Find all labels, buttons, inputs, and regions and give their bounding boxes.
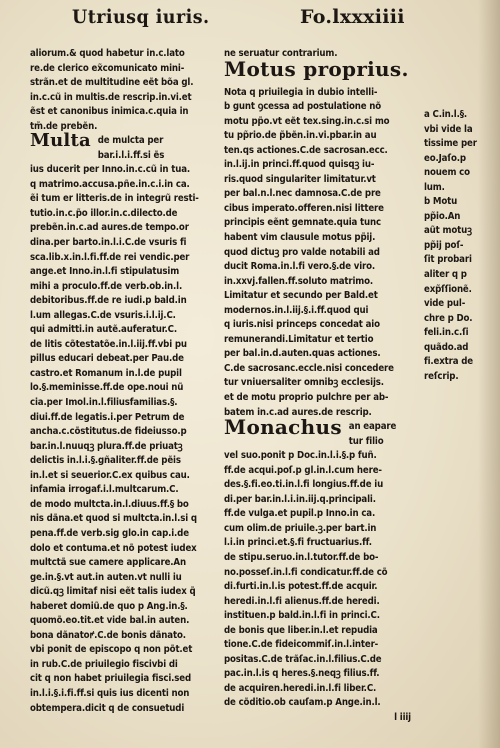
rubric-word: Monachus [224,415,342,440]
text-line: tione.C.de fideicommiſ.in.l.inter- [224,639,379,651]
text-line: ff.de acqui.poſ.p gl.in.l.cum here- [224,464,382,476]
text-line: in.l.i.§.i.fi.ff.si quis ius dicenti non [30,687,190,699]
text-line: pac.in.l.is q heres.§.neqꝫ filius.ff. [224,668,380,680]
text-line: dicũ.qꝫ limitaf nisi eẽt talis iudex q̃ [30,586,196,598]
text-line: de acquiren.heredi.in.l.fi liber.C. [224,682,377,694]
gloss-line: vbi vide la [424,123,473,135]
text-line: remunerandi.Limitatur et tertio [224,333,374,345]
text-line: bar.in.l.nuuqꝫ plura.ff.de priuatꝫ [30,440,183,452]
rubric-trailing-text [98,134,165,163]
text-line: l.um allegas.C.de vsuris.i.l.ij.C. [30,309,176,321]
text-line: nis dãna.et quod si multcta.in.l.si q [30,513,197,525]
gloss-line: quãdo.ad [424,341,469,353]
gloss-line: b Motu [424,196,458,208]
gloss-line: exp̃ſſionẽ. [424,283,472,295]
text-line: castro.et Romanum in.l.de pupil [30,367,182,379]
folio-number: Fo.lxxxiiii [300,6,405,28]
gloss-line: ſit probari [424,254,472,266]
text-line: heredi.in.l.fi alienus.ff.de heredi. [224,595,380,607]
text-line: des.§.fi.eo.ti.in.l.fi longius.ff.de iu [224,479,384,491]
text-line: ff.de vulga.et pupil.p Inno.in ca. [224,508,376,520]
gloss-line: vide pul- [424,298,466,310]
text-line: re.de clerico ex̃comunicato mini- [30,62,185,74]
text-line: ancha.c.cõstitutus.de fideiusso.p [30,426,187,438]
text-line: in rub.C.de priuilegio fiscivbi di [30,658,178,670]
text-line: ẽst et canonibus inimica.c.quia in [30,106,189,118]
text-line: batem in.c.ad aures.de rescrip. [224,406,372,418]
text-line: qui admitti.in autẽ.auferatur.C. [30,324,177,336]
gloss-line: pp̃ij poſ- [424,239,464,251]
gloss-line: aliter q p [424,269,467,281]
text-line: q iuris.nisi princeps concedat aio [224,319,380,331]
text-line: in.xxvj.fallen.ff.soluto matrimo. [224,275,374,287]
gloss-line: feli.in.c.ſi [424,327,469,339]
text-line: tm̃.de prebẽn. [30,120,98,132]
text-line: per bal.n.l.nec damnosa.C.de pre [224,188,381,200]
rubric-word: Motus proprius. [224,56,409,81]
text-line: q matrimo.accusa.pñe.in.c.i.in ca. [30,178,190,190]
margin-gloss-column [424,108,496,384]
text-line: lo.§.meminisse.ff.de ope.noui nũ [30,382,184,394]
text-line: cia.per Imol.in.l.filiusfamilias.§. [30,397,178,409]
rubric-word: Multa [30,130,91,152]
gloss-line: aũt motuꝫ [424,225,472,237]
text-line: delictis in.l.i.§.gñaliter.ff.de pẽis [30,455,181,467]
rubric-trailing-line: de mulcta per [97,135,164,147]
text-line: dina.per barto.in.l.i.C.de vsuris fi [30,237,187,249]
text-line: ducit Roma.in.l.fi vero.§.de viro. [224,261,376,273]
gloss-line: lum. [424,181,445,193]
text-line: positas.C.de trãſac.in.l.filius.C.de [224,653,382,665]
text-line: tu pp̃rio.de p̃bẽn.in.vi.pbar.in au [224,130,377,142]
text-line: cibus imperato.offeren.nisi littere [224,202,384,214]
text-line: de modo multcta.in.l.diuus.ff.§ bo [30,498,189,510]
gloss-line: tissime per [424,138,477,150]
gloss-line: fi.extra de [424,356,474,368]
text-line: de bonis que liber.in.l.et repudia [224,624,378,636]
text-line: de cõditio.ob cauſam.p Ange.in.l. [224,697,381,709]
left-column [30,47,225,716]
text-line: infamia irrogaf.i.l.multcarum.C. [30,484,179,496]
text-line: l.i.in princi.et.§.fi fructuarius.ff. [224,537,372,549]
text-line: di.per bar.in.l.i.in.iij.q.principali. [224,493,376,505]
gloss-line: nouem co [424,167,470,179]
text-line: ge.in.§.vt aut.in auten.vt nulli iu [30,571,182,583]
text-line: cum olim.de priuile.ꝫ.per bart.in [224,522,377,534]
text-line: ne seruatur contrarium. [224,48,338,59]
rubric-trailing-line: bar.i.l.i.ff.si ẽs [97,149,165,161]
gloss-line: eo.Jaſo.p [424,152,466,164]
text-line: dolo et contuma.et nõ potest iudex [30,542,197,554]
text-line: mihi a proculo.ff.de verb.ob.in.l. [30,280,183,292]
gloss-line: chre p Do. [424,312,473,324]
rubric-heading-monachus [224,415,419,449]
text-line: haberet domiũ.de quo p Ang.in.§. [30,600,188,612]
text-line: aliorum.& quod habetur in.c.lato [30,48,185,59]
text-line: in.c.cũ in multis.de rescrip.in.vi.et [30,91,192,103]
text-line: bona dãnatoꝵ.C.de bonis dãnato. [30,629,186,641]
text-line: quod dictuꝫ pro valde notabili ad [224,246,380,258]
text-line: pillus educari debeat.per Pau.de [30,353,184,365]
text-line: Limitatur et secundo per Bald.et [224,290,378,302]
rubric-heading-motus [224,56,419,86]
text-line: debitoribus.ff.de re iudi.p bald.in [30,295,187,307]
text-line: b gunt ꝯcessa ad postulatione nõ [224,101,382,113]
text-line: ẽi tum er litteris.de in integrũ resti- [30,193,199,205]
signature-mark: l iiij [394,711,411,723]
text-line: principis eẽnt gemnate.quia tunc [224,217,381,229]
text-line: in.l.et si seuerior.C.ex quibus cau. [30,469,190,481]
text-line: habent vim clausule motus pp̃ij. [224,232,376,244]
text-line: de litis cõtestatõe.in.l.iij.ff.vbi pu [30,338,187,350]
text-line: Nota q priuilegia in dubio intelli- [224,86,378,98]
text-line: diui.ff.de legatis.i.per Petrum de [30,411,185,423]
text-line: pena.ff.de verb.sig glo.in cap.i.de [30,527,189,539]
text-line: tur vniuersaliter omnibꝫ ecclesijs. [224,377,384,389]
text-line: instituen.p bald.in.l.fi in princi.C. [224,610,380,622]
text-line: tutio.in.c.p̃o illor.in.c.dilecto.de [30,207,178,219]
gloss-line: reſcrip. [424,370,459,382]
text-line: ten.qs actiones.C.de sacrosan.ecc. [224,144,388,156]
middle-column [224,47,419,726]
text-line: prebẽn.in.c.ad aures.de tempo.or [30,222,189,234]
text-line: de stipu.seruo.in.l.tutor.ff.de bo- [224,551,379,563]
text-line: ange.et Inno.in.l.fi stipulatusim [30,266,180,278]
text-line: ris.quod singulariter limitatur.vt [224,173,376,185]
text-line: et de motu proprio pulchre per ab- [224,392,389,404]
rubric-trailing-text [349,420,396,449]
gloss-line: a C.in.l.§. [424,109,467,120]
text-line: motu pp̃o.vt eẽt tex.sing.in.c.si mo [224,115,390,127]
rubric-trailing-line: an eapare [348,421,397,433]
text-line: quomõ.eo.tit.et vide bal.in auten. [30,615,190,627]
text-line: vbi ponit de episcopo q non põt.et [30,644,193,656]
running-head: Utriusq iuris. [72,6,210,28]
text-line: cit q non habet priuilegia fisci.sed [30,673,191,685]
text-line: strãn.et de multitudine eẽt bõa gl. [30,77,194,89]
text-line: vel suo.ponit p Doc.in.l.i.§.p fuñ. [224,450,377,462]
text-line: no.posseſ.in.l.fi condicatur.ff.de cõ [224,566,388,578]
text-line: ius ducerit per Inno.in.c.cũ in tua. [30,164,191,176]
text-line: di.furti.in.l.is potest.ff.de acquir. [224,581,378,593]
text-line: multctã sue camere applicare.An [30,557,186,569]
rubric-heading-multa [30,130,225,163]
rubric-trailing-line: tur filio [348,435,384,447]
text-line: modernos.in.l.iij.§.i.ff.quod qui [224,304,369,316]
text-line: per bal.in.d.auten.quas actiones. [224,348,381,360]
text-line: C.de sacrosanc.eccle.nisi concedere [224,362,394,374]
text-line: sca.lib.x.in.l.fi.ff.de rei vendic.per [30,251,190,263]
gloss-line: pp̃io.An [424,210,461,222]
text-line: obtempera.dicit q de consuetudi [30,702,185,714]
text-line: in.l.ij.in princi.ff.quod quisqꝫ iu- [224,159,375,171]
